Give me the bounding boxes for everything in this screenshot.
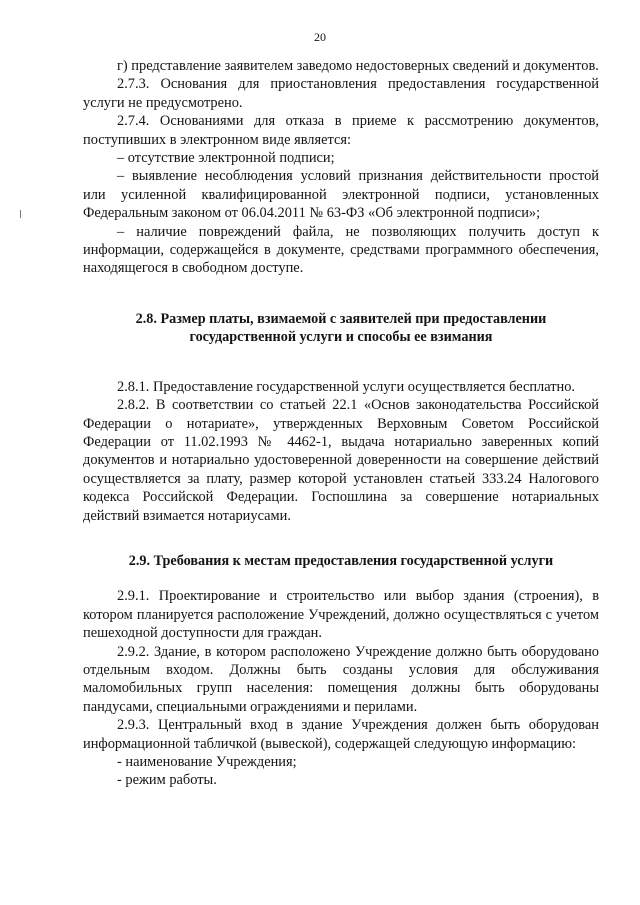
paragraph-item-g: г) представление заявителем заведомо недостоверных сведений и документов. <box>117 58 599 74</box>
paragraph-2-7-4: 2.7.4. Основаниями для отказа в приеме к рассмотрению документов, поступивших в электронном виде является: <box>83 113 599 148</box>
list-item-signature-invalid: – выявление несоблюдения условий признания действительности простой или усиленной квалифицированной электронной подписи, установленных Федеральным законом от 06.04.2011 № 63-ФЗ «Об электронной подписи»; <box>83 168 599 222</box>
margin-mark <box>20 210 21 218</box>
list-item-institution-name: - наименование Учреждения; <box>117 754 297 770</box>
list-item-no-signature: – отсутствие электронной подписи; <box>117 150 335 167</box>
section-heading-2-9: 2.9. Требования к местам предоставления государственной услуги <box>128 552 554 569</box>
paragraph-2-9-2: 2.9.2. Здание, в котором расположено Учреждение должно быть оборудовано отдельным входом. Должны быть созданы условия для обслуживания маломобильных групп населения: помещения должны быть оборудованы пандусами, специальными ограждениями и перилами. <box>83 643 599 715</box>
section-heading-2-8: 2.8. Размер платы, взимаемой с заявителей при предоставлении государственной услуги и способы ее взимания <box>135 310 547 346</box>
paragraph-2-7-3: 2.7.3. Основания для приостановления предоставления государственной услуги не предусмотрено. <box>83 76 599 111</box>
list-item-working-hours: - режим работы. <box>117 772 217 789</box>
paragraph-2-9-1: 2.9.1. Проектирование и строительство или выбор здания (строения), в котором планируется расположение Учреждений, должно осуществляться с учетом пешеходной доступности для граждан. <box>83 588 599 642</box>
paragraph-2-8-2: 2.8.2. В соответствии со статьей 22.1 «Основ законодательства Российской Федерации о нотариате», утвержденных Верховным Советом Российской Федерации от 11.02.1993 № 4462-1, выдача нотариально заверенных копий документов и нотариально удостоверенной доверенности на совершение действий осуществляется за плату, размер которой установлен статьей 333.24 Налогового кодекса Российской Федерации. Госпошлина за совершение нотариальных действий взимается нотариусами. <box>83 397 599 524</box>
paragraph-2-8-1: 2.8.1. Предоставление государственной услуги осуществляется бесплатно. <box>117 378 576 395</box>
page-number: 20 <box>314 30 326 44</box>
list-item-file-damage: – наличие повреждений файла, не позволяющих получить доступ к информации, содержащейся в документе, средствами программного обеспечения, находящегося в свободном доступе. <box>83 223 599 277</box>
document-body <box>83 57 599 790</box>
paragraph-2-9-3: 2.9.3. Центральный вход в здание Учреждения должен быть оборудован информационной табличкой (вывеской), содержащей следующую информацию: <box>83 717 599 752</box>
